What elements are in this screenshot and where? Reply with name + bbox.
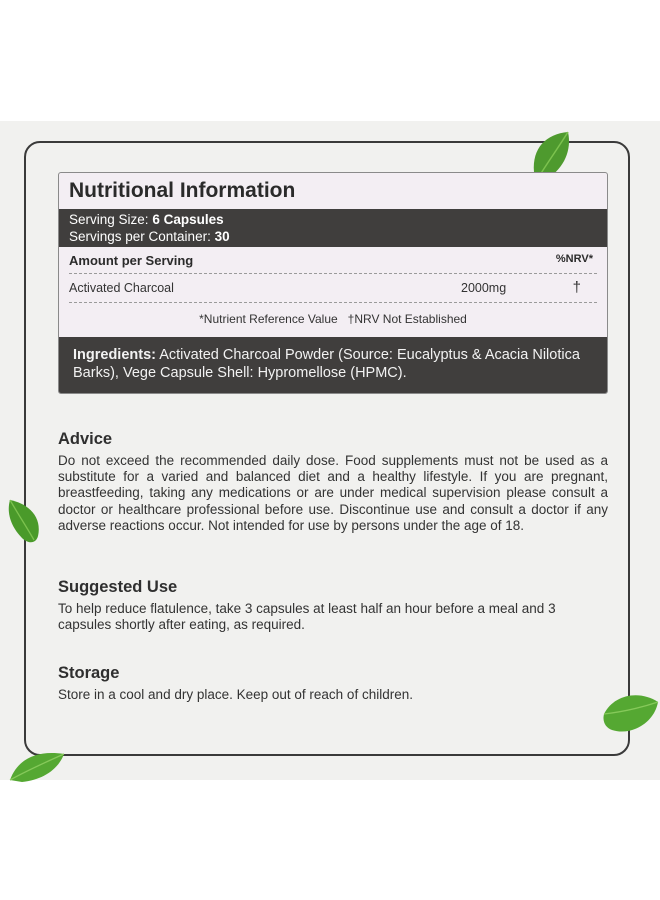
ingredient-nrv: † [572,279,581,296]
table-row [69,274,597,303]
storage-text: Store in a cool and dry place. Keep out of reach of children. [58,687,413,702]
suggested-use-text: To help reduce flatulence, take 3 capsules at least half an hour before a meal and 3 capsules shortly after eating, as required. [58,601,556,633]
nrv-footnote: *Nutrient Reference Value †NRV Not Established [199,312,467,326]
ingredients-text: Activated Charcoal Powder (Source: Eucalyptus & Acacia Nilotica Barks), Vege Capsule Shell: Hypromellose (HPMC). [73,347,580,381]
serving-size: Serving Size: 6 Capsules [69,212,224,227]
nrv-header: %NRV* [555,253,593,265]
storage-heading: Storage [58,664,120,682]
serving-band [59,209,607,247]
amount-header: Amount per Serving [69,253,194,268]
table-header [69,251,597,274]
ingredient-amount: 2000mg [461,281,507,295]
ingredients-label: Ingredients: [73,347,156,363]
advice-heading: Advice [58,430,113,448]
advice-section [58,430,608,534]
leaf-icon [600,688,660,738]
leaf-icon [4,496,44,546]
storage-section [58,664,608,703]
suggested-use-section [58,578,608,633]
advice-text: Do not exceed the recommended daily dose. Food supplements must not be used as a substitute for a varied and balanced diet and a healthy lifestyle. If you are pregnant, breastfeeding, taking any medications or are under medical supervision please consult a doctor or healthcare professional before use. Discontinue use and consult a doctor if any adverse reactions occur. Not intended for use by persons under the age of 18. [58,453,608,533]
ingredient-name: Activated Charcoal [69,281,174,295]
nutrition-title: Nutritional Information [69,179,296,202]
suggested-use-heading: Suggested Use [58,578,178,596]
leaf-icon [8,748,66,782]
ingredients-band [59,337,607,393]
nutrition-label [58,172,608,394]
servings-per-container: Servings per Container: 30 [69,229,230,244]
